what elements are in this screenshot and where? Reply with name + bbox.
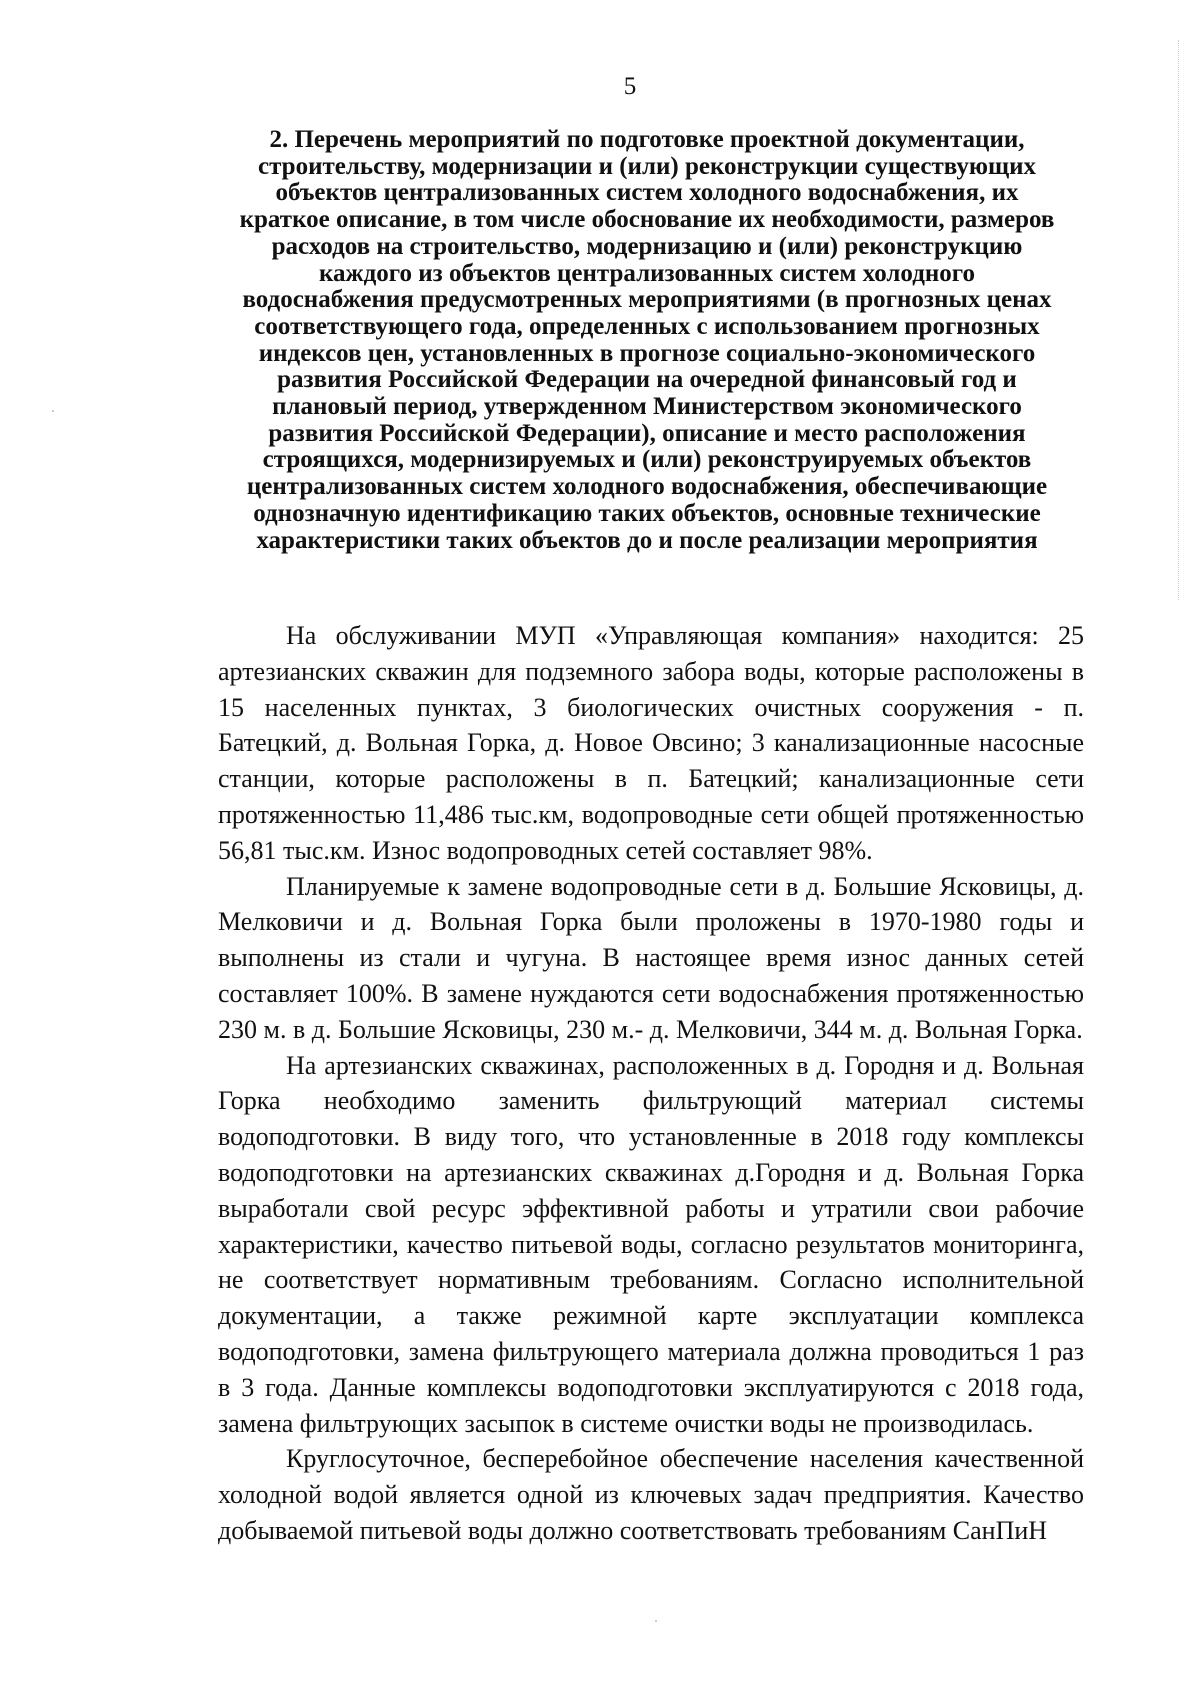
heading-line: централизованных систем холодного водоснабжения, обеспечивающие	[246, 473, 1048, 501]
paragraph-facilities: На обслуживании МУП «Управляющая компания» находится: 25 артезианских скважин для подземного забора воды, которые расположены в 15 населенных пунктах, 3 биологических очистных сооружения - п. Батецкий, д. Вольная Горка, д. Новое Овсино; 3 канализационные насосные станции, которые расположены в п. Батецкий; канализационные сети протяженностью 11,486 тыс.км, водопроводные сети общей протяженностью 56,81 тыс.км. Износ водопроводных сетей составляет 98%.	[218, 621, 1084, 865]
page-number: 5	[623, 73, 637, 100]
paragraph-network-replacement: Планируемые к замене водопроводные сети в д. Большие Ясковицы, д. Мелковичи и д. Вольная Горка были проложены в 1970-1980 годы и выполнены из стали и чугуна. В настоящее время износ данных сетей составляет 100%. В замене нуждаются сети водоснабжения протяженностью 230 м. в д. Большие Ясковицы, 230 м.- д. Мелковичи, 344 м. д. Вольная Горка.	[218, 871, 1084, 1044]
heading-line: водоснабжения предусмотренных мероприятиями (в прогнозных ценах	[242, 286, 1052, 314]
heading-line: объектов централизованных систем холодного водоснабжения, их	[275, 179, 1019, 207]
heading-line: соответствующего года, определенных с использованием прогнозных	[254, 312, 1040, 340]
heading-line: развития Российской Федерации), описание и место расположения	[268, 419, 1026, 447]
heading-line: развития Российской Федерации на очередной финансовый год и	[277, 366, 1017, 394]
body-text	[218, 618, 1084, 1549]
paragraph-water-quality: Круглосуточное, бесперебойное обеспечение населения качественной холодной водой является одной из ключевых задач предприятия. Качество добываемой питьевой воды должно соответствовать требованиям СанПиН	[218, 1444, 1084, 1545]
heading-line: характеристики таких объектов до и после реализации мероприятия	[256, 526, 1038, 554]
section-heading	[210, 127, 1084, 554]
heading-line: индексов цен, установленных в прогнозе социально-экономического	[258, 339, 1036, 367]
heading-line: плановый период, утвержденном Министерством экономического	[272, 393, 1022, 421]
heading-line: расходов на строительство, модернизацию и (или) реконструкцию	[271, 232, 1023, 260]
heading-line: 2. Перечень мероприятий по подготовке проектной документации,	[269, 126, 1025, 153]
scan-speck	[655, 1620, 657, 1622]
heading-line: однозначную идентификацию таких объектов, основные технические	[253, 499, 1041, 527]
scan-edge-artifact	[1178, 40, 1180, 600]
scan-speck	[52, 410, 54, 412]
heading-line: строящихся, модернизируемых и (или) реконструируемых объектов	[262, 446, 1032, 474]
paragraph-filter-replacement: На артезианских скважинах, расположенных в д. Городня и д. Вольная Горка необходимо заменить фильтрующий материал системы водоподготовки. В виду того, что установленные в 2018 году комплексы водоподготовки на артезианских скважинах д.Городня и д. Вольная Горка выработали свой ресурс эффективной работы и утратили свои рабочие характеристики, качество питьевой воды, согласно результатов мониторинга, не соответствует нормативным требованиям. Согласно исполнительной документации, а также режимной карте эксплуатации комплекса водоподготовки, замена фильтрующего материала должна проводиться 1 раз в 3 года. Данные комплексы водоподготовки эксплуатируются с 2018 года, замена фильтрующих засыпок в системе очистки воды не производилась.	[218, 1050, 1084, 1438]
heading-line: каждого из объектов централизованных систем холодного	[319, 259, 975, 287]
heading-line: краткое описание, в том числе обоснование их необходимости, размеров	[239, 206, 1055, 234]
heading-line: строительству, модернизации и (или) реконструкции существующих	[258, 152, 1036, 180]
